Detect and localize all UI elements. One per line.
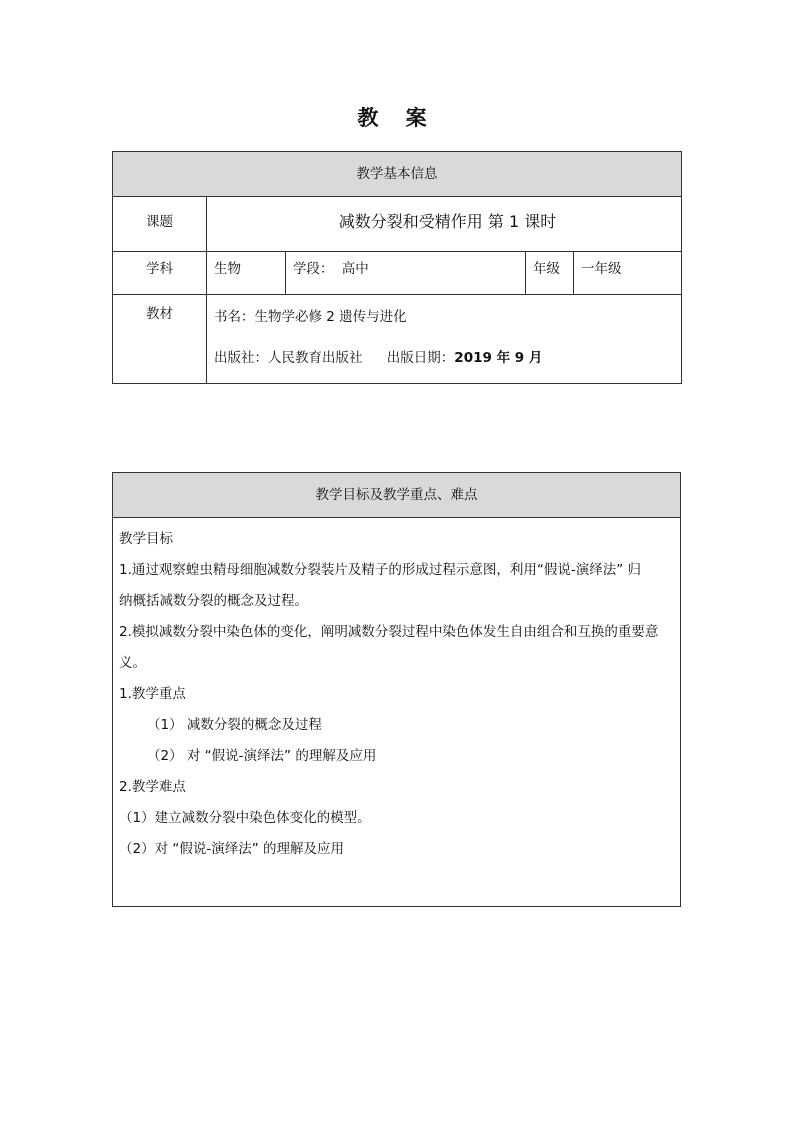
publisher: 出版社：人民教育出版社 xyxy=(214,350,363,366)
subject-label: 学科 xyxy=(113,252,207,295)
book-name: 书名：生物学必修 2 遗传与进化 xyxy=(214,309,407,325)
textbook-cell xyxy=(207,295,682,384)
goals-line: 1.通过观察蝗虫精母细胞减数分裂装片及精子的形成过程示意图，利用“假说-演绎法” 归 xyxy=(119,562,642,578)
publisher-line xyxy=(214,346,681,366)
key-point-item: （2） 对 “假说-演绎法” 的理解及应用 xyxy=(147,748,377,764)
goals-header: 教学目标及教学重点、难点 xyxy=(113,473,681,518)
goals-body xyxy=(113,518,681,907)
grade-label: 年级 xyxy=(526,252,574,295)
goals-line: 纳概括减数分裂的概念及过程。 xyxy=(119,593,308,609)
stage-value: 高中 xyxy=(341,261,369,277)
publish-date-label: 出版日期： xyxy=(386,350,455,366)
basic-info-table xyxy=(112,151,682,384)
difficulties-heading: 2.教学难点 xyxy=(119,779,186,795)
difficulty-item: （1）建立减数分裂中染色体变化的模型。 xyxy=(119,810,371,826)
basic-info-header: 教学基本信息 xyxy=(113,152,682,197)
goals-line: 义。 xyxy=(119,655,146,671)
stage-label: 学段： xyxy=(293,261,334,277)
key-points-heading: 1.教学重点 xyxy=(119,686,186,702)
grade-value: 一年级 xyxy=(574,252,682,295)
topic-value: 减数分裂和受精作用 第 1 课时 xyxy=(207,197,682,252)
textbook-label: 教材 xyxy=(113,295,207,384)
stage-cell xyxy=(286,252,526,295)
key-point-item: （1） 减数分裂的概念及过程 xyxy=(147,717,322,733)
publish-date-value: 2019 年 9 月 xyxy=(454,350,543,366)
goals-line: 2.模拟减数分裂中染色体的变化，阐明减数分裂过程中染色体发生自由组合和互换的重要意 xyxy=(119,624,659,640)
goals-line: 教学目标 xyxy=(119,531,173,547)
topic-label: 课题 xyxy=(113,197,207,252)
difficulty-item: （2）对 “假说-演绎法” 的理解及应用 xyxy=(119,841,345,857)
goals-table xyxy=(112,472,681,907)
subject-value: 生物 xyxy=(207,252,286,295)
document-title: 教 案 xyxy=(357,106,437,130)
